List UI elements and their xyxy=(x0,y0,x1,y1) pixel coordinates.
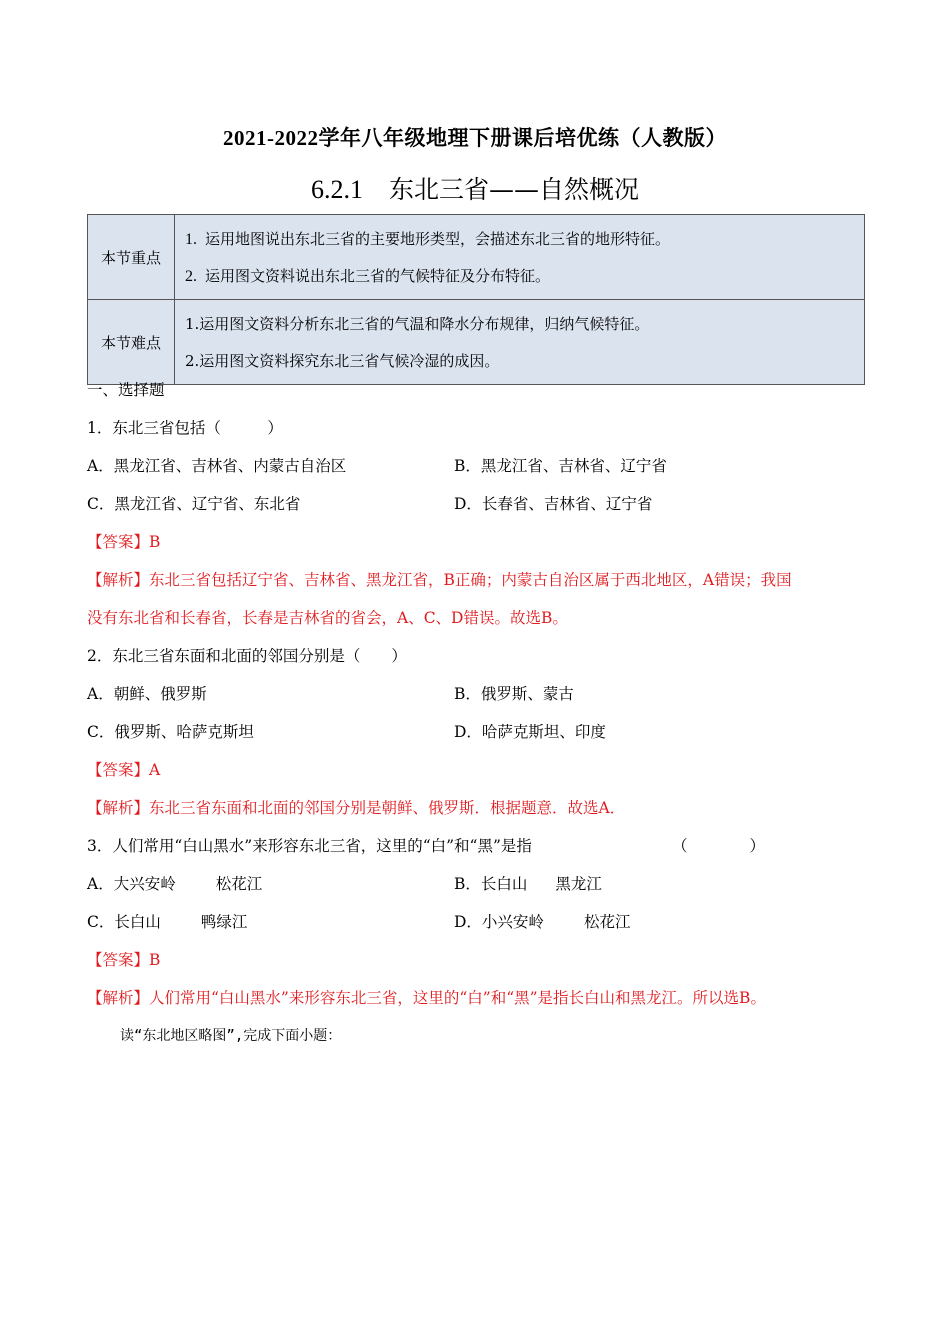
analysis-line: 【解析】东北三省东面和北面的邻国分别是朝鲜、俄罗斯．根据题意．故选A． xyxy=(87,799,626,817)
option-b[interactable]: B．长白山 黑龙江 xyxy=(454,875,602,893)
key-points-label: 本节重点 xyxy=(88,215,175,300)
option-d[interactable]: D．长春省、吉林省、辽宁省 xyxy=(454,495,653,513)
section-title-text: 东北三省——自然概况 xyxy=(388,175,639,204)
section-heading: 一、选择题 xyxy=(87,381,165,399)
map-prompt: 读“东北地区略图”,完成下面小题： xyxy=(120,1028,342,1044)
analysis-line: 没有东北省和长春省，长春是吉林省的省会，A、C、D错误。故选B。 xyxy=(87,609,568,627)
answer-line: 【答案】B xyxy=(87,951,161,969)
key-points-table xyxy=(87,214,865,385)
option-c[interactable]: C．俄罗斯、哈萨克斯坦 xyxy=(87,723,254,741)
option-d[interactable]: D．小兴安岭 松花江 xyxy=(454,913,631,931)
section-number: 6.2.1 xyxy=(310,175,363,204)
option-d[interactable]: D．哈萨克斯坦、印度 xyxy=(454,723,606,741)
question-stem: 3．人们常用“白山黑水”来形容东北三省，这里的“白”和“黑”是指 xyxy=(87,837,532,855)
answer-line: 【答案】A xyxy=(87,761,161,779)
difficulty-item: 1.运用图文资料分析东北三省的气温和降水分布规律，归纳气候特征。 xyxy=(185,315,650,333)
option-a[interactable]: A．大兴安岭 松花江 xyxy=(87,875,263,893)
option-a[interactable]: A．朝鲜、俄罗斯 xyxy=(87,685,207,703)
analysis-line: 【解析】人们常用“白山黑水”来形容东北三省，这里的“白”和“黑”是指长白山和黑龙江。所以选B。 xyxy=(87,989,766,1007)
difficulty-label: 本节难点 xyxy=(88,300,175,385)
question-stem: 1．东北三省包括（ ） xyxy=(87,419,283,437)
analysis-line: 【解析】东北三省包括辽宁省、吉林省、黑龙江省，B正确；内蒙古自治区属于西北地区，A错误；我国 xyxy=(87,571,792,589)
section-title xyxy=(0,170,950,206)
question-stem: 2．东北三省东面和北面的邻国分别是（ ） xyxy=(87,647,407,665)
option-c[interactable]: C．长白山 鸭绿江 xyxy=(87,913,248,931)
option-c[interactable]: C．黑龙江省、辽宁省、东北省 xyxy=(87,495,301,513)
difficulty-item: 2.运用图文资料探究东北三省气候冷湿的成因。 xyxy=(185,352,500,370)
option-b[interactable]: B．黑龙江省、吉林省、辽宁省 xyxy=(454,457,667,475)
key-point-item: 1. 运用地图说出东北三省的主要地形类型，会描述东北三省的地形特征。 xyxy=(185,230,671,248)
key-point-item: 2. 运用图文资料说出东北三省的气候特征及分布特征。 xyxy=(185,267,551,285)
answer-line: 【答案】B xyxy=(87,533,161,551)
document-title: 2021-2022学年八年级地理下册课后培优练（人教版） xyxy=(223,126,727,150)
option-b[interactable]: B．俄罗斯、蒙古 xyxy=(454,685,574,703)
answer-blank: （ ） xyxy=(672,837,766,855)
option-a[interactable]: A．黑龙江省、吉林省、内蒙古自治区 xyxy=(87,457,347,475)
